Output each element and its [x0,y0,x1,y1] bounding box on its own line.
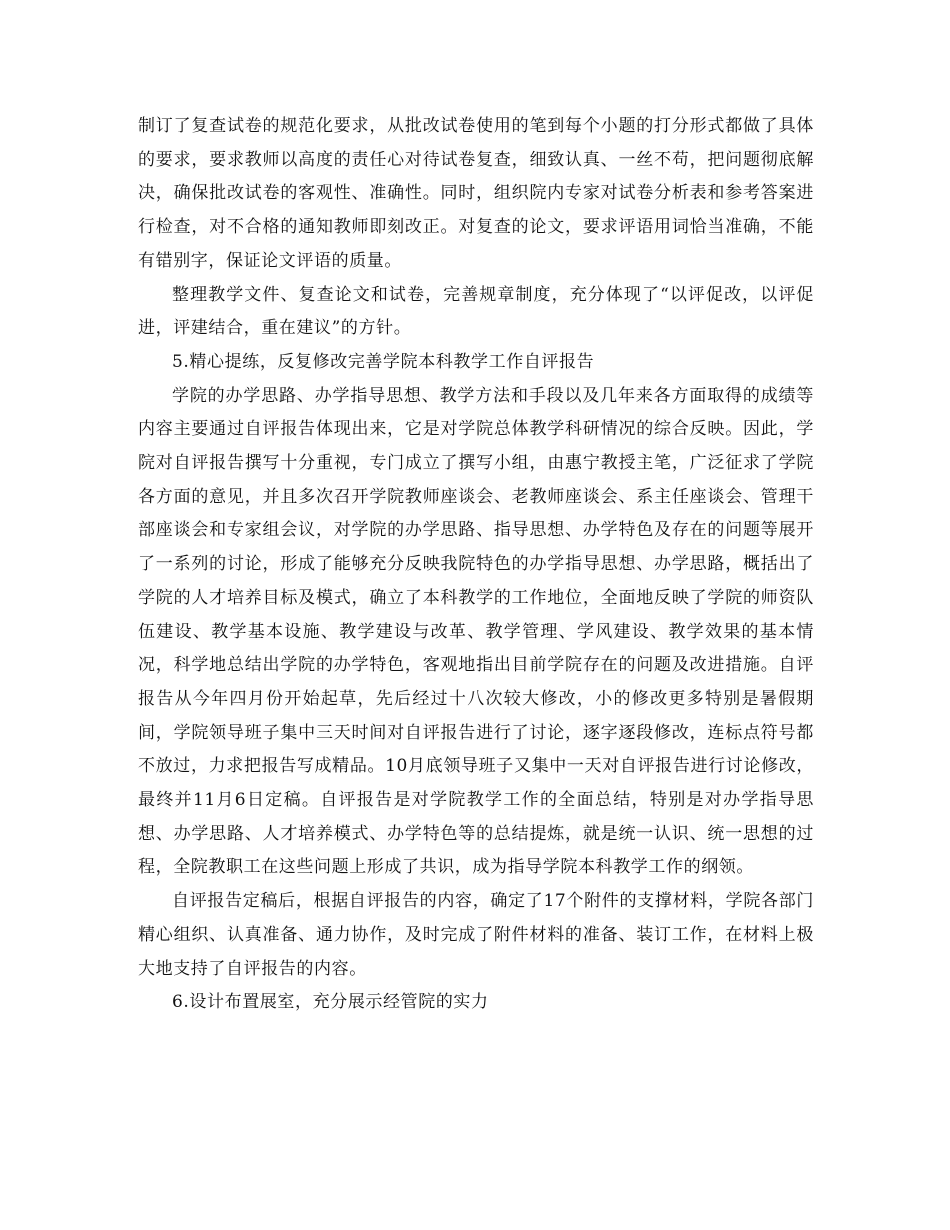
body-paragraph-attachments: 自评报告定稿后，根据自评报告的内容，确定了17个附件的支撑材料，学院各部门精心组织、认真准备、通力协作，及时完成了附件材料的准备、装订工作，在材料上极大地支持了自评报告的内容。 [138,891,814,979]
body-paragraph-summary: 整理教学文件、复查论文和试卷，完善规章制度，充分体现了“以评促改，以评促进，评建结合，重在建议”的方针。 [138,284,814,339]
body-paragraph-continued: 制订了复查试卷的规范化要求，从批改试卷使用的笔到每个小题的打分形式都做了具体的要求，要求教师以高度的责任心对待试卷复查，细致认真、一丝不苟，把问题彻底解决，确保批改试卷的客观性、准确性。同时，组织院内专家对试卷分析表和参考答案进行检查，对不合格的通知教师即刻改正。对复查的论文，要求评语用词恰当准确，不能有错别字，保证论文评语的质量。 [138,116,814,271]
body-paragraph-self-evaluation: 学院的办学思路、办学指导思想、教学方法和手段以及几年来各方面取得的成绩等内容主要通过自评报告体现出来，它是对学院总体教学科研情况的综合反映。因此，学院对自评报告撰写十分重视，专门成立了撰写小组，由惠宁教授主笔，广泛征求了学院各方面的意见，并且多次召开学院教师座谈会、老教师座谈会、系主任座谈会、管理干部座谈会和专家组会议，对学院的办学思路、指导思想、办学特色及存在的问题等展开了一系列的讨论，形成了能够充分反映我院特色的办学指导思想、办学思路，概括出了学院的人才培养目标及模式，确立了本科教学的工作地位，全面地反映了学院的师资队伍建设、教学基本设施、教学建设与改革、教学管理、学风建设、教学效果的基本情况，科学地总结出学院的办学特色，客观地指出目前学院存在的问题及改进措施。自评报告从今年四月份开始起草，先后经过十八次较大修改，小的修改更多特别是暑假期间，学院领导班子集中三天时间对自评报告进行了讨论，逐字逐段修改，连标点符号都不放过，力求把报告写成精品。10月底领导班子又集中一天对自评报告进行讨论修改，最终并11月6日定稿。自评报告是对学院教学工作的全面总结，特别是对办学指导思想、办学思路、人才培养模式、办学特色等的总结提炼，就是统一认识、统一思想的过程，全院教职工在这些问题上形成了共识，成为指导学院本科教学工作的纲领。 [138,385,814,878]
document-page [138,110,814,1020]
section-heading-6: 6.设计布置展室，充分展示经管院的实力 [172,992,489,1013]
section-heading-5: 5.精心提练，反复修改完善学院本科教学工作自评报告 [172,351,595,372]
